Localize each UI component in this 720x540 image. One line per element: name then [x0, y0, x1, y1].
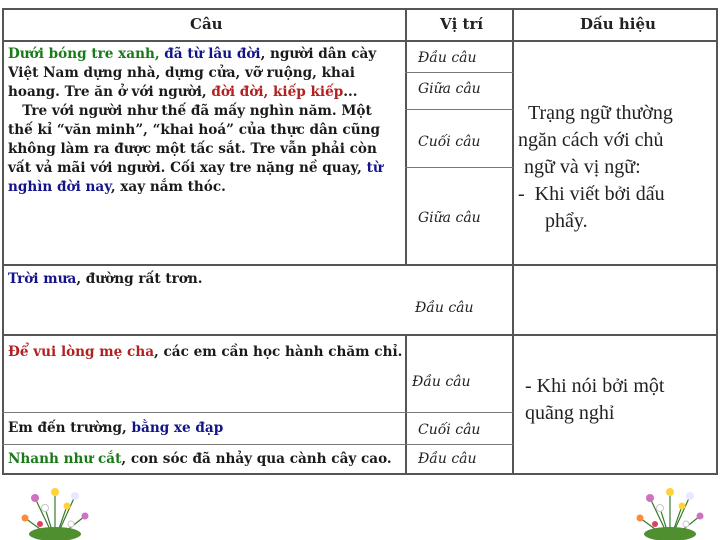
sign-1-line-5: phẩy.	[530, 210, 588, 232]
header-signs: Dấu hiệu	[580, 15, 656, 33]
position-4: Giữa câu	[418, 210, 481, 226]
sentence-2-segment: , đường rất trơn.	[76, 271, 203, 287]
row2-top-border	[2, 264, 718, 266]
example-sentence-5	[8, 450, 392, 469]
flower-decoration-left	[15, 478, 95, 540]
sign-block-1	[518, 100, 714, 235]
sign-2-line-1: - Khi nói bởi một	[525, 375, 665, 397]
position-3: Cuối câu	[418, 134, 481, 150]
example-sentence-3	[8, 343, 402, 362]
position-8: Đầu câu	[418, 451, 477, 467]
header-sentence: Câu	[190, 15, 223, 33]
paragraph-line-segment: đời đời, kiếp kiếp	[211, 84, 344, 100]
sign-1-line-3: ngữ và vị ngữ:	[524, 156, 641, 178]
paragraph-line-segment: đã từ lâu đời	[164, 46, 261, 62]
header-bottom-border	[2, 40, 718, 42]
example-sentence-4	[8, 419, 223, 438]
sign-1-line-4: - Khi viết bởi dấu	[518, 183, 665, 205]
row3-top-border	[2, 334, 718, 336]
sign-1-line-1: Trạng ngữ thường	[528, 102, 673, 124]
pos-divider-b	[405, 109, 513, 110]
sign-1-line-2: ngăn cách với chủ	[518, 129, 664, 151]
col-divider-2	[512, 8, 514, 475]
table-top-border	[2, 8, 718, 10]
paragraph-line-segment: thế kỉ “văn minh”, “khai hoá” của thực dân cũng	[8, 122, 380, 138]
position-6: Đầu câu	[412, 374, 471, 390]
sentence-5-segment: Nhanh như cắt	[8, 451, 122, 467]
paragraph-line	[8, 140, 404, 159]
sentence-5-segment: , con sóc đã nhảy qua cành cây cao.	[121, 451, 392, 467]
sentence-3-text	[8, 344, 402, 360]
paragraph-line	[8, 83, 404, 102]
table-left-border	[2, 8, 4, 475]
position-2: Giữa câu	[418, 81, 481, 97]
pos-divider-c	[405, 167, 513, 168]
paragraph-line-segment: Tre với người như thế đã mấy nghìn năm. Một	[8, 103, 372, 119]
sentence-4-segment: bằng xe đạp	[131, 420, 224, 436]
sentence-5-text	[8, 451, 392, 467]
paragraph-line-segment: Việt Nam dựng nhà, dựng cửa, vỡ ruộng, khai	[8, 65, 355, 81]
sign-2-line-2: quãng nghỉ	[525, 402, 615, 424]
flower-decoration-right	[630, 478, 710, 540]
paragraph-line-segment: ...	[343, 84, 358, 100]
row5-top-border	[2, 444, 513, 445]
example-paragraph	[8, 45, 404, 197]
paragraph-line	[8, 178, 404, 197]
paragraph-line-segment: , người dân cày	[260, 46, 377, 62]
paragraph-line	[8, 121, 404, 140]
header-position: Vị trí	[440, 15, 484, 33]
table-bottom-border	[2, 473, 718, 475]
sentence-2-text	[8, 271, 202, 287]
position-5: Đầu câu	[415, 300, 474, 316]
paragraph-line	[8, 102, 404, 121]
position-1: Đầu câu	[418, 50, 477, 66]
row4-top-border	[2, 412, 513, 413]
table-right-border	[716, 8, 718, 475]
paragraph-line-segment: Dưới bóng tre xanh,	[8, 46, 165, 62]
sentence-3-segment: Để vui lòng mẹ cha	[8, 344, 155, 360]
paragraph-line-segment: , xay nắm thóc.	[110, 179, 226, 195]
col-divider-1	[405, 8, 407, 264]
paragraph-line	[8, 159, 404, 178]
sentence-2-segment: Trời mưa	[8, 271, 77, 287]
paragraph-line	[8, 64, 404, 83]
paragraph-line-segment: vất vả mãi với người. Cối xay tre nặng nề quay,	[8, 160, 367, 176]
paragraph-line-segment: nghìn đời nay	[8, 179, 111, 195]
example-sentence-2	[8, 270, 202, 289]
position-7: Cuối câu	[418, 422, 481, 438]
paragraph-line-segment: không làm ra được một tấc sắt. Tre vẫn phải còn	[8, 141, 377, 157]
paragraph-lines	[8, 45, 404, 197]
paragraph-line-segment: từ	[366, 160, 383, 176]
paragraph-line-segment: hoang. Tre ăn ở với người,	[8, 84, 212, 100]
sentence-3-segment: , các em cần học hành chăm chỉ.	[154, 344, 403, 360]
sign-block-2	[525, 373, 715, 427]
pos-divider-a	[405, 72, 513, 73]
paragraph-line	[8, 45, 404, 64]
col-divider-1b	[405, 334, 407, 475]
sentence-4-segment: Em đến trường,	[8, 420, 132, 436]
sentence-4-text	[8, 420, 223, 436]
